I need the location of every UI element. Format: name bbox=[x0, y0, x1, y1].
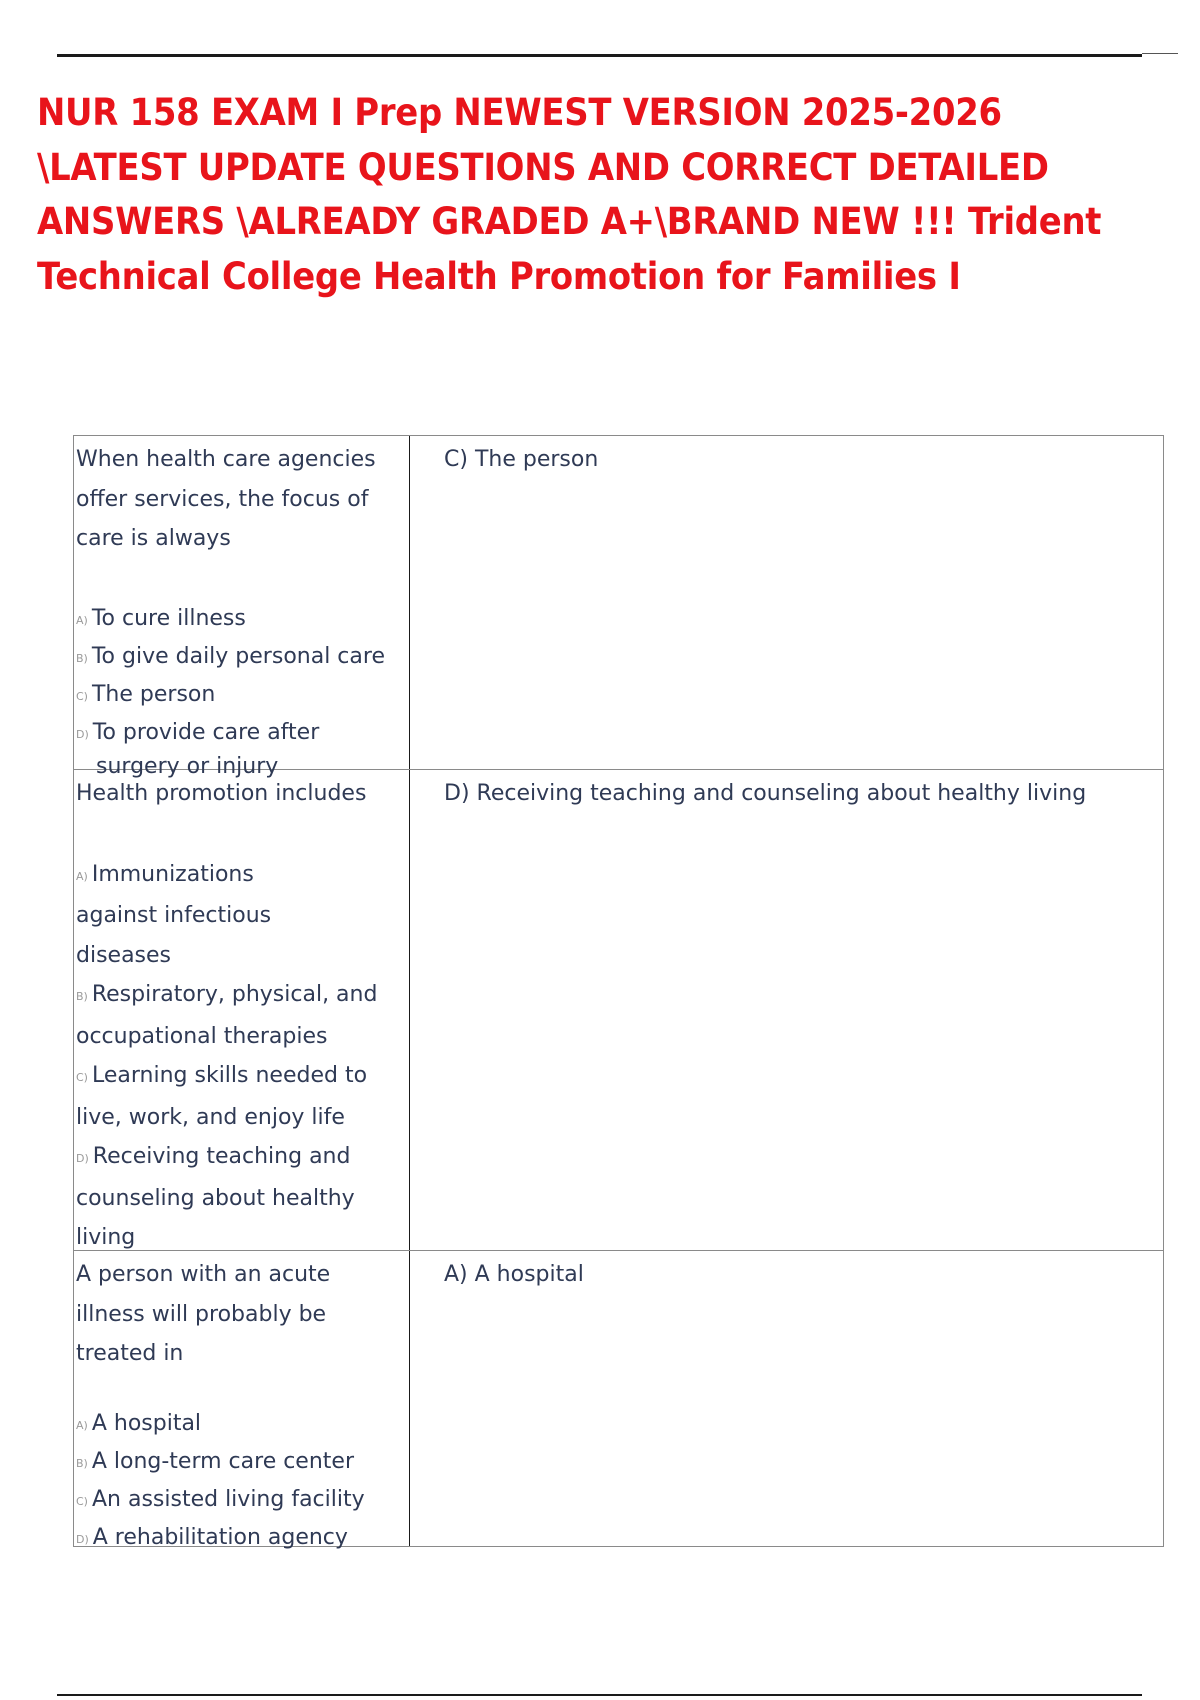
answer-option bbox=[76, 639, 409, 677]
answer-cell bbox=[410, 436, 1163, 769]
option-text: To cure illness bbox=[91, 605, 246, 631]
option-letter: C) bbox=[76, 1494, 88, 1508]
option-text: Immunizations bbox=[91, 861, 254, 887]
qa-table bbox=[73, 435, 1164, 1550]
question-stem-line: care is always bbox=[76, 526, 231, 551]
question-cell bbox=[74, 770, 410, 1250]
option-text: Receiving teaching and bbox=[92, 1144, 351, 1169]
answer-option bbox=[76, 1520, 409, 1558]
top-rule bbox=[57, 54, 1142, 57]
table-row bbox=[74, 436, 1163, 779]
question-stem-line: When health care agencies bbox=[76, 447, 376, 472]
option-letter: C) bbox=[76, 689, 88, 703]
answer-option bbox=[76, 715, 409, 753]
option-letter: D) bbox=[76, 727, 89, 741]
answer-cell bbox=[410, 770, 1163, 1250]
answer-option bbox=[76, 855, 409, 897]
option-text: The person bbox=[91, 681, 216, 707]
option-letter: A) bbox=[76, 613, 88, 627]
answer-option bbox=[76, 1056, 409, 1098]
option-text: A hospital bbox=[91, 1410, 202, 1436]
question-stem-line: A person with an acute bbox=[76, 1262, 331, 1287]
question-cell bbox=[74, 436, 410, 779]
option-continuation: surgery or injury bbox=[96, 753, 279, 779]
option-letter: B) bbox=[76, 651, 88, 665]
option-continuation: against infectious bbox=[76, 903, 272, 928]
option-text: To provide care after bbox=[92, 719, 320, 745]
answer-option bbox=[76, 677, 409, 715]
answer-cell bbox=[410, 1251, 1163, 1546]
table-row bbox=[74, 1250, 1163, 1550]
title-line-3: ANSWERS \ALREADY GRADED A+\BRAND NEW !!! Trident bbox=[37, 200, 1102, 243]
option-continuation: counseling about healthy bbox=[76, 1185, 355, 1211]
option-letter: D) bbox=[76, 1532, 89, 1546]
option-continuation: occupational therapies bbox=[76, 1023, 328, 1049]
answer-option bbox=[76, 1444, 409, 1482]
answer-option bbox=[76, 1406, 409, 1444]
top-rule-extension bbox=[1142, 53, 1178, 54]
option-letter: D) bbox=[76, 1152, 89, 1165]
answer-option bbox=[76, 1137, 409, 1179]
question-stem-line: treated in bbox=[76, 1341, 184, 1366]
option-continuation: living bbox=[76, 1225, 136, 1250]
correct-answer: C) The person bbox=[444, 447, 599, 472]
option-text: Learning skills needed to bbox=[91, 1063, 368, 1088]
title-line-1: NUR 158 EXAM I Prep NEWEST VERSION 2025-2026 bbox=[37, 91, 1002, 134]
option-letter: C) bbox=[76, 1071, 88, 1084]
answer-option bbox=[76, 601, 409, 639]
question-cell bbox=[74, 1251, 410, 1550]
question-stem-line: offer services, the focus of bbox=[76, 486, 369, 512]
correct-answer: A) A hospital bbox=[444, 1262, 584, 1287]
option-letter: B) bbox=[76, 990, 88, 1003]
option-continuation: live, work, and enjoy life bbox=[76, 1104, 345, 1130]
answer-option bbox=[76, 1482, 409, 1520]
option-text: An assisted living facility bbox=[91, 1486, 365, 1512]
title-line-2: \LATEST UPDATE QUESTIONS AND CORRECT DETAILED bbox=[37, 145, 1049, 189]
document-title bbox=[37, 86, 1102, 304]
bottom-rule bbox=[57, 1694, 1142, 1696]
option-text: Respiratory, physical, and bbox=[91, 982, 378, 1007]
question-stem-line: illness will probably be bbox=[76, 1301, 327, 1327]
correct-answer: D) Receiving teaching and counseling about healthy living bbox=[444, 781, 1087, 806]
option-continuation: diseases bbox=[76, 942, 172, 968]
option-text: A long-term care center bbox=[91, 1448, 354, 1474]
table-row bbox=[74, 769, 1163, 1250]
option-letter: B) bbox=[76, 1456, 88, 1470]
answer-option bbox=[76, 975, 409, 1017]
option-letter: A) bbox=[76, 869, 88, 883]
option-text: A rehabilitation agency bbox=[92, 1524, 348, 1550]
question-stem-line: Health promotion includes bbox=[76, 781, 367, 806]
option-text: To give daily personal care bbox=[91, 643, 385, 669]
title-line-4: Technical College Health Promotion for Families I bbox=[37, 254, 961, 298]
option-letter: A) bbox=[76, 1418, 88, 1432]
